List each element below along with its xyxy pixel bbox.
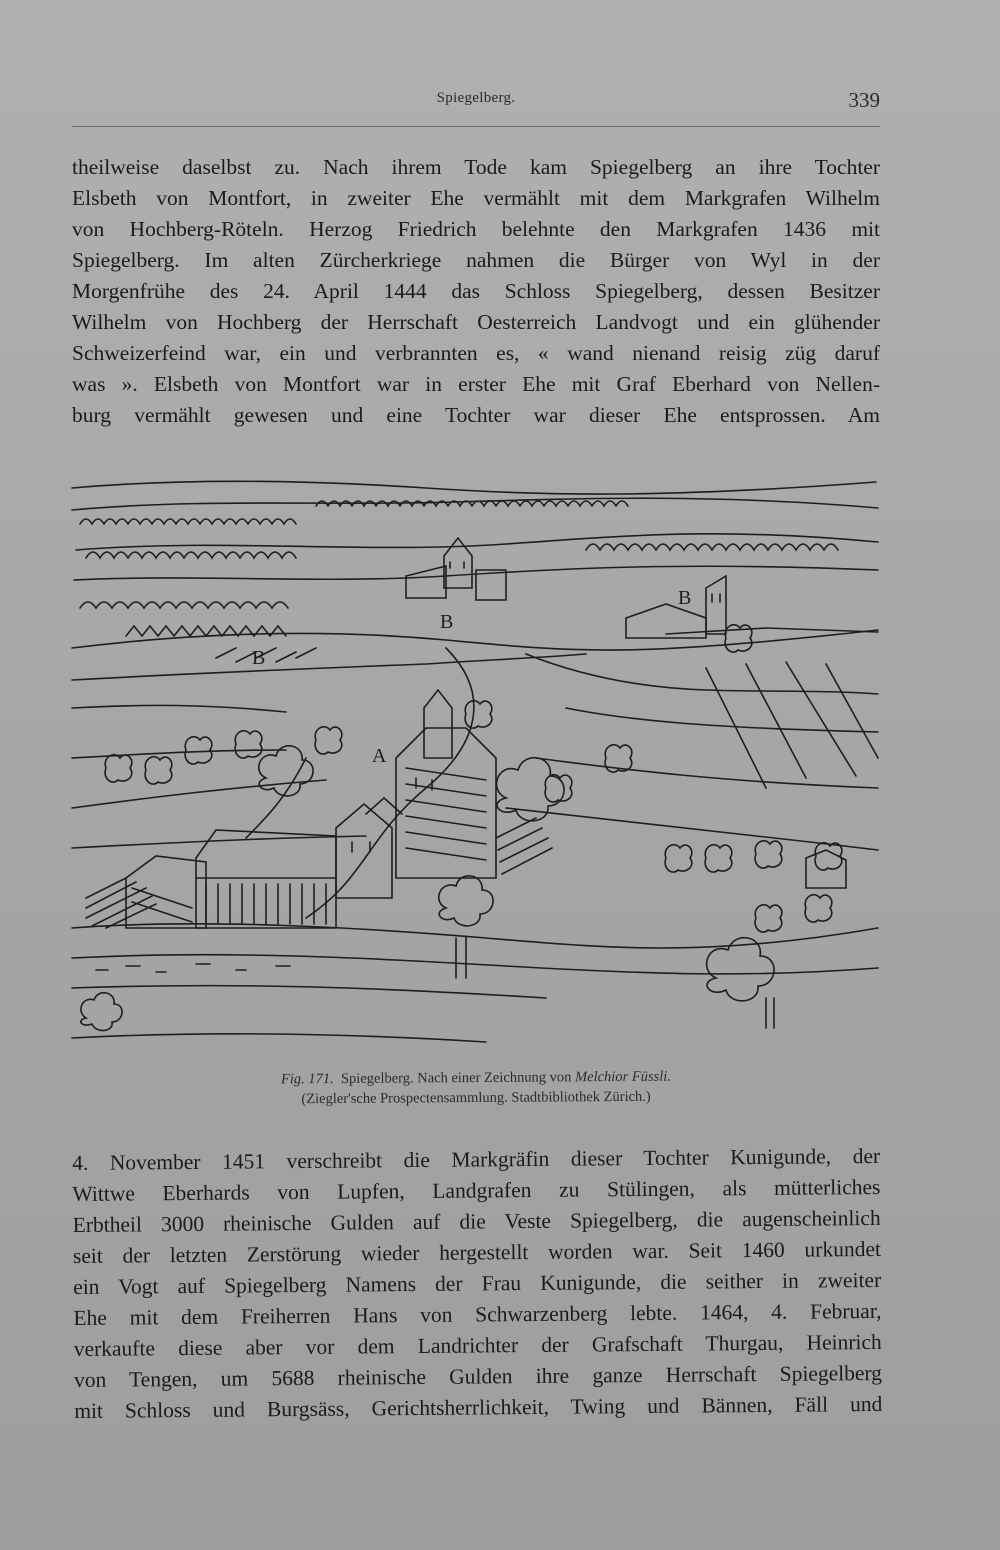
text-line: Spiegelberg. Im alten Zürcherkriege nahmen die Bürger von Wyl in der — [72, 248, 880, 272]
text-line: Wittwe Eberhards von Lupfen, Landgrafen zu Stülingen, als mütterliches — [72, 1174, 881, 1206]
text-line: verkaufte diese aber vor dem Landrichter der Grafschaft Thurgau, Heinrich — [73, 1329, 882, 1361]
figure-label-b: B — [678, 587, 692, 609]
text-line: Wilhelm von Hochberg der Herrschaft Oesterreich Landvogt und ein glühender — [72, 310, 880, 334]
page-number: 339 — [848, 88, 880, 112]
figure-label-b: B — [440, 611, 454, 633]
text-line: seit der letzten Zerstörung wieder hergestellt worden war. Seit 1460 urkundet — [72, 1236, 882, 1268]
text-line: Elsbeth von Montfort, in zweiter Ehe vermählt mit dem Markgrafen Wilhelm — [72, 186, 880, 210]
running-head — [72, 88, 880, 118]
body-text-top — [72, 152, 880, 431]
figure-label-b: B — [252, 647, 266, 669]
running-head-title: Spiegelberg. — [436, 90, 516, 106]
text-line: Schweizerfeind war, ein und verbrannten es, « wand nienand reisig züg daruf — [72, 341, 880, 365]
text-line: von Hochberg-Röteln. Herzog Friedrich belehnte den Markgrafen 1436 mit — [72, 217, 880, 241]
text-line: Morgenfrühe des 24. April 1444 das Schloss Spiegelberg, dessen Besitzer — [72, 279, 880, 303]
text-line: ein Vogt auf Spiegelberg Namens der Frau Kunigunde, die seither in zweiter — [73, 1267, 882, 1299]
figure-label-a: A — [372, 745, 387, 767]
text-line: von Tengen, um 5688 rheinische Gulden ihre ganze Herrschaft Spiegelberg — [73, 1360, 883, 1392]
text-line: burg vermählt gewesen und eine Tochter war dieser Ehe entsprossen. Am — [72, 403, 880, 427]
text-line: mit Schloss und Burgsäss, Gerichtsherrlichkeit, Twing und Bännen, Fäll und — [74, 1391, 883, 1423]
text-line: Ehe mit dem Freiherren Hans von Schwarzenberg lebte. 1464, 4. Februar, — [73, 1298, 882, 1330]
caption-artist: Melchior Füssli. — [574, 1068, 671, 1086]
caption-text: Spiegelberg. Nach einer Zeichnung von — [340, 1069, 572, 1087]
figure-number: Fig. 171. — [280, 1070, 334, 1088]
header-rule — [72, 126, 880, 127]
body-text-bottom — [72, 1141, 882, 1427]
figure-caption — [72, 1065, 880, 1111]
landscape-drawing — [66, 458, 886, 1056]
text-line: 4. November 1451 verschreibt die Markgräfin dieser Tochter Kunigunde, der — [72, 1143, 881, 1175]
text-line: theilweise daselbst zu. Nach ihrem Tode kam Spiegelberg an ihre Tochter — [72, 155, 880, 179]
text-line: Erbtheil 3000 rheinische Gulden auf die Veste Spiegelberg, die augenscheinlich — [72, 1205, 881, 1237]
illustration-spiegelberg — [66, 458, 886, 1056]
text-line: was ». Elsbeth von Montfort war in erster Ehe mit Graf Eberhard von Nellen- — [72, 372, 880, 396]
caption-source: (Ziegler'sche Prospectensammlung. Stadtbibliothek Zürich.) — [301, 1088, 651, 1108]
